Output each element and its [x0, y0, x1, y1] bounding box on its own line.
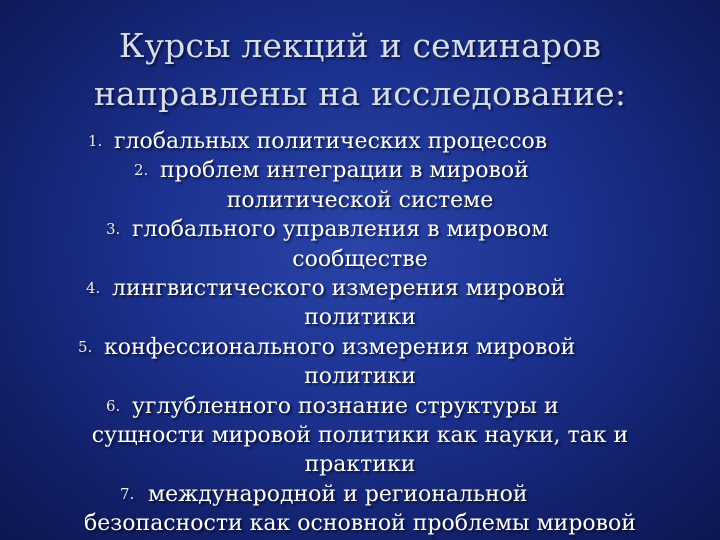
topics-list	[0, 127, 720, 538]
item-text-continuation: сообществе	[292, 246, 428, 272]
item-text: глобального управления в мировом	[132, 217, 549, 243]
item-text: проблем интеграции в мировой	[160, 158, 529, 184]
item-text: международной и региональной	[148, 481, 528, 507]
item-number: 2.	[134, 161, 149, 180]
item-number: 6.	[106, 396, 121, 415]
item-text-continuation: безопасности как основной проблемы мировой	[84, 511, 636, 537]
item-number: 4.	[86, 278, 101, 297]
item-number: 3.	[106, 220, 121, 239]
slide-title	[0, 22, 720, 118]
item-number: 5.	[78, 337, 93, 356]
item-text-continuation: политики	[304, 305, 416, 331]
list-item-5	[0, 333, 720, 362]
item-text: конфессионального измерения мировой	[104, 334, 576, 360]
item-text-continuation: политической системе	[226, 187, 494, 213]
title-line-2: направлены на исследование:	[93, 74, 627, 113]
item-number: 1.	[88, 132, 103, 150]
list-item-3	[0, 215, 720, 244]
list-item-2	[0, 156, 720, 185]
list-item-6	[0, 392, 720, 421]
item-text-continuation: политики	[304, 364, 416, 390]
title-line-1: Курсы лекций и семинаров	[118, 26, 602, 65]
item-text: углубленного познание структуры и	[132, 393, 559, 419]
item-text: глобальных политических процессов	[114, 129, 548, 154]
item-text-continuation: практики	[304, 452, 416, 478]
item-text-continuation: сущности мировой политики как науки, так и	[91, 422, 629, 448]
list-item-7	[0, 480, 720, 509]
item-number: 7.	[120, 484, 135, 503]
list-item-4	[0, 274, 720, 303]
list-item-1	[0, 127, 720, 156]
item-text: лингвистического измерения мировой	[112, 275, 566, 301]
